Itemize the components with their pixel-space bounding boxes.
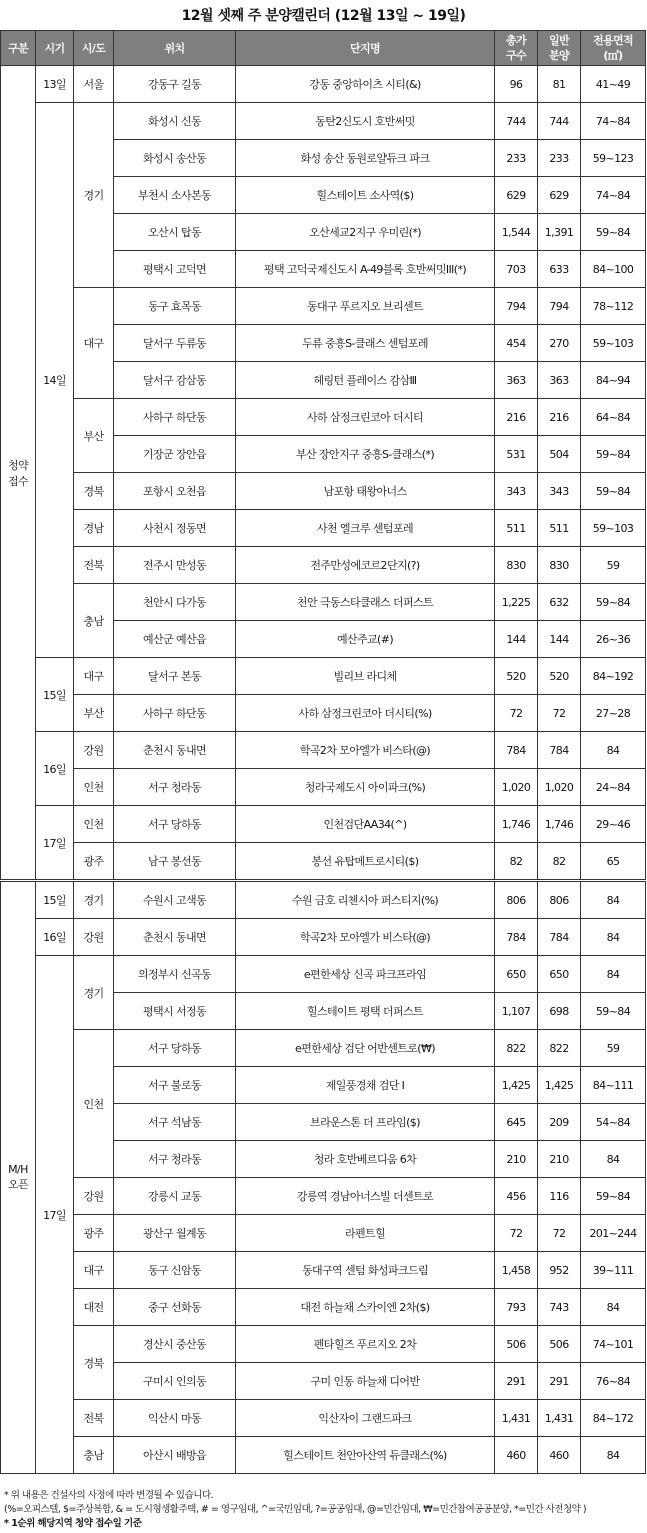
table-row [1,881,646,919]
total-units-cell: 650 [495,956,538,993]
location-cell: 강릉시 교동 [114,1178,236,1215]
total-units-cell: 520 [495,658,538,695]
location-cell: 사하구 하단동 [114,399,236,436]
total-units-cell: 531 [495,436,538,473]
complex-name-cell: 청라국제도시 아이파크(%) [236,769,495,806]
location-cell: 아산시 배방읍 [114,1437,236,1474]
total-units-cell: 784 [495,919,538,956]
location-cell: 사천시 정동면 [114,510,236,547]
table-row [1,956,646,993]
total-units-cell: 72 [495,695,538,732]
region-cell: 부산 [74,399,114,473]
table-row [1,1437,646,1474]
area-cell: 59~123 [581,140,646,177]
general-sale-cell: 650 [538,956,581,993]
location-cell: 익산시 마동 [114,1400,236,1437]
general-sale-cell: 743 [538,1289,581,1326]
section-label-line1: M/H [8,1163,28,1176]
footnote-basis: * 1순위 해당지역 청약 접수일 기준 [4,1518,142,1529]
complex-name-cell: 힐스테이트 소사역($) [236,177,495,214]
total-units-cell: 72 [495,1215,538,1252]
total-units-cell: 343 [495,473,538,510]
total-units-cell: 1,544 [495,214,538,251]
location-cell: 부천시 소사본동 [114,177,236,214]
complex-name-cell: 사하 삼정크린코아 더시티(%) [236,695,495,732]
location-cell: 오산시 탑동 [114,214,236,251]
general-sale-cell: 633 [538,251,581,288]
header-area-line2: (㎡) [603,49,623,62]
location-cell: 남구 봉선동 [114,843,236,881]
location-cell: 서구 불로동 [114,1067,236,1104]
area-cell: 59~103 [581,510,646,547]
total-units-cell: 806 [495,881,538,919]
area-cell: 78~112 [581,288,646,325]
table-row [1,584,646,621]
general-sale-cell: 72 [538,1215,581,1252]
general-sale-cell: 1,746 [538,806,581,843]
table-row [1,658,646,695]
general-sale-cell: 233 [538,140,581,177]
general-sale-cell: 144 [538,621,581,658]
area-cell: 41~49 [581,66,646,103]
region-cell: 경북 [74,1326,114,1400]
area-cell: 59~84 [581,473,646,510]
region-cell: 대구 [74,288,114,399]
complex-name-cell: e편한세상 신곡 파크프라임 [236,956,495,993]
area-cell: 84 [581,956,646,993]
date-cell: 16일 [36,732,74,806]
area-cell: 84 [581,1141,646,1178]
general-sale-cell: 784 [538,732,581,769]
date-cell: 17일 [36,806,74,881]
complex-name-cell: 강동 중앙하이츠 시티(&) [236,66,495,103]
header-region: 시/도 [74,31,114,66]
location-cell: 동구 신암동 [114,1252,236,1289]
date-cell: 15일 [36,881,74,919]
region-cell: 대구 [74,658,114,695]
total-units-cell: 1,746 [495,806,538,843]
general-sale-cell: 506 [538,1326,581,1363]
general-sale-cell: 216 [538,399,581,436]
region-cell: 인천 [74,806,114,843]
table-row [1,732,646,769]
general-sale-cell: 520 [538,658,581,695]
region-cell: 경북 [74,473,114,510]
total-units-cell: 744 [495,103,538,140]
area-cell: 84 [581,732,646,769]
area-cell: 59~84 [581,993,646,1030]
location-cell: 강동구 길동 [114,66,236,103]
sales-calendar-table [0,30,646,1474]
section-label [1,66,36,881]
general-sale-cell: 1,425 [538,1067,581,1104]
area-cell: 74~84 [581,103,646,140]
complex-name-cell: e편한세상 검단 어반센트로(₩) [236,1030,495,1067]
total-units-cell: 363 [495,362,538,399]
header-category: 구분 [1,31,36,66]
general-sale-cell: 744 [538,103,581,140]
date-cell: 15일 [36,658,74,732]
region-cell: 경기 [74,881,114,919]
total-units-cell: 830 [495,547,538,584]
total-units-cell: 233 [495,140,538,177]
table-row [1,806,646,843]
region-cell: 광주 [74,843,114,881]
general-sale-cell: 82 [538,843,581,881]
footnotes [4,1489,647,1531]
location-cell: 동구 효목동 [114,288,236,325]
region-cell: 강원 [74,919,114,956]
region-cell: 인천 [74,1030,114,1178]
location-cell: 화성시 송산동 [114,140,236,177]
region-cell: 전북 [74,1400,114,1437]
table-row [1,510,646,547]
location-cell: 서구 청라동 [114,1141,236,1178]
area-cell: 64~84 [581,399,646,436]
complex-name-cell: 청라 호반베르디움 6차 [236,1141,495,1178]
location-cell: 포항시 오천읍 [114,473,236,510]
area-cell: 84 [581,881,646,919]
date-cell: 14일 [36,103,74,658]
total-units-cell: 629 [495,177,538,214]
general-sale-cell: 460 [538,1437,581,1474]
location-cell: 천안시 다가동 [114,584,236,621]
general-sale-cell: 632 [538,584,581,621]
table-row [1,1400,646,1437]
complex-name-cell: 천안 극동스타클래스 더퍼스트 [236,584,495,621]
area-cell: 84 [581,1437,646,1474]
area-cell: 26~36 [581,621,646,658]
location-cell: 춘천시 동내면 [114,732,236,769]
location-cell: 사하구 하단동 [114,695,236,732]
total-units-cell: 1,107 [495,993,538,1030]
total-units-cell: 456 [495,1178,538,1215]
general-sale-cell: 81 [538,66,581,103]
general-sale-cell: 1,431 [538,1400,581,1437]
complex-name-cell: 평택 고덕국제신도시 A-49블록 호반써밋III(*) [236,251,495,288]
location-cell: 춘천시 동내면 [114,919,236,956]
total-units-cell: 822 [495,1030,538,1067]
header-area-line1: 전용면적 [592,34,634,47]
header-general-sale-line1: 일반 [548,34,570,47]
total-units-cell: 784 [495,732,538,769]
table-row [1,919,646,956]
table-row [1,66,646,103]
region-cell: 대구 [74,1252,114,1289]
footnote-change-notice: * 위 내용은 건설사의 사정에 따라 변경될 수 있습니다. [4,1490,214,1501]
section-label-line1: 청약 [7,458,29,472]
date-cell: 13일 [36,66,74,103]
general-sale-cell: 806 [538,881,581,919]
general-sale-cell: 210 [538,1141,581,1178]
area-cell: 84~100 [581,251,646,288]
location-cell: 구미시 인의동 [114,1363,236,1400]
area-cell: 84~111 [581,1067,646,1104]
region-cell: 강원 [74,732,114,769]
region-cell: 부산 [74,695,114,732]
total-units-cell: 82 [495,843,538,881]
table-row [1,473,646,510]
area-cell: 65 [581,843,646,881]
location-cell: 기장군 장안읍 [114,436,236,473]
complex-name-cell: 힐스테이트 평택 더퍼스트 [236,993,495,1030]
location-cell: 경산시 중산동 [114,1326,236,1363]
complex-name-cell: 예산주교(#) [236,621,495,658]
location-cell: 수원시 고색동 [114,881,236,919]
location-cell: 광산구 월계동 [114,1215,236,1252]
total-units-cell: 1,225 [495,584,538,621]
location-cell: 달서구 본동 [114,658,236,695]
region-cell: 인천 [74,769,114,806]
complex-name-cell: 봉선 유탑메트로시티($) [236,843,495,881]
region-cell: 강원 [74,1178,114,1215]
total-units-cell: 1,425 [495,1067,538,1104]
table-row [1,399,646,436]
header-total-units-line2: 구수 [505,49,527,62]
table-row [1,769,646,806]
area-cell: 84~94 [581,362,646,399]
page-title: 12월 셋째 주 분양캘린더 (12월 13일 ~ 19일) [181,8,466,24]
header-total-units-line1: 총가 [505,34,527,47]
total-units-cell: 703 [495,251,538,288]
general-sale-cell: 794 [538,288,581,325]
complex-name-cell: 제일풍경채 검단 Ⅰ [236,1067,495,1104]
table-row [1,103,646,140]
general-sale-cell: 363 [538,362,581,399]
general-sale-cell: 291 [538,1363,581,1400]
total-units-cell: 794 [495,288,538,325]
table-row [1,1252,646,1289]
region-cell: 충남 [74,1437,114,1474]
area-cell: 84 [581,919,646,956]
section-label [1,881,36,1474]
area-cell: 59~84 [581,1178,646,1215]
table-row [1,695,646,732]
complex-name-cell: 브라운스톤 더 프라임($) [236,1104,495,1141]
region-cell: 경기 [74,103,114,288]
area-cell: 59 [581,1030,646,1067]
area-cell: 59~84 [581,436,646,473]
complex-name-cell: 대전 하늘채 스카이엔 2차($) [236,1289,495,1326]
total-units-cell: 291 [495,1363,538,1400]
table-row [1,1326,646,1363]
general-sale-cell: 209 [538,1104,581,1141]
complex-name-cell: 학곡2차 모아엘가 비스타(@) [236,919,495,956]
location-cell: 의정부시 신곡동 [114,956,236,993]
location-cell: 서구 청라동 [114,769,236,806]
general-sale-cell: 830 [538,547,581,584]
total-units-cell: 460 [495,1437,538,1474]
total-units-cell: 96 [495,66,538,103]
complex-name-cell: 헤링턴 플레이스 감삼Ⅲ [236,362,495,399]
location-cell: 평택시 서정동 [114,993,236,1030]
table-header-row [1,31,646,66]
location-cell: 중구 선화동 [114,1289,236,1326]
general-sale-cell: 343 [538,473,581,510]
complex-name-cell: 구미 인동 하늘채 디어반 [236,1363,495,1400]
total-units-cell: 1,020 [495,769,538,806]
table-body [1,66,646,1474]
general-sale-cell: 784 [538,919,581,956]
total-units-cell: 1,431 [495,1400,538,1437]
complex-name-cell: 동대구역 센텀 화성파크드림 [236,1252,495,1289]
complex-name-cell: 남포항 태왕아너스 [236,473,495,510]
complex-name-cell: 사천 엘크루 센텀포레 [236,510,495,547]
general-sale-cell: 504 [538,436,581,473]
location-cell: 달서구 두류동 [114,325,236,362]
table-row [1,843,646,881]
total-units-cell: 1,458 [495,1252,538,1289]
header-location: 위치 [114,31,236,66]
table-row [1,1178,646,1215]
complex-name-cell: 전주만성에코르2단지(?) [236,547,495,584]
total-units-cell: 511 [495,510,538,547]
region-cell: 경남 [74,510,114,547]
region-cell: 전북 [74,547,114,584]
general-sale-cell: 952 [538,1252,581,1289]
area-cell: 29~46 [581,806,646,843]
table-row [1,288,646,325]
general-sale-cell: 1,020 [538,769,581,806]
area-cell: 59~84 [581,584,646,621]
location-cell: 서구 당하동 [114,806,236,843]
location-cell: 화성시 신동 [114,103,236,140]
total-units-cell: 645 [495,1104,538,1141]
complex-name-cell: 화성 송산 동원로얄듀크 파크 [236,140,495,177]
region-cell: 광주 [74,1215,114,1252]
header-general-sale-line2: 분양 [548,49,570,62]
footnote-legend: (%=오피스텔, $=주상복합, & = 도시형생활주택, # = 영구임대, ^=국민임대, ?=공공임대, @=민간임대, ₩=민간참여공공분양, *=민간 사전청약 ) [4,1504,587,1515]
header-general-sale [538,31,581,66]
area-cell: 74~84 [581,177,646,214]
header-total-units [495,31,538,66]
general-sale-cell: 270 [538,325,581,362]
complex-name-cell: 펜타힐즈 푸르지오 2차 [236,1326,495,1363]
area-cell: 84~192 [581,658,646,695]
section-label-line2: 오픈 [7,1178,29,1191]
complex-name-cell: 부산 장안지구 중흥S-클래스(*) [236,436,495,473]
total-units-cell: 793 [495,1289,538,1326]
header-area [581,31,646,66]
date-cell: 16일 [36,919,74,956]
total-units-cell: 210 [495,1141,538,1178]
area-cell: 84 [581,1289,646,1326]
area-cell: 27~28 [581,695,646,732]
general-sale-cell: 511 [538,510,581,547]
general-sale-cell: 116 [538,1178,581,1215]
region-cell: 대전 [74,1289,114,1326]
location-cell: 서구 석남동 [114,1104,236,1141]
location-cell: 전주시 만성동 [114,547,236,584]
section-label-line2: 접수 [7,474,29,488]
complex-name-cell: 힐스테이트 천안아산역 듀클래스(%) [236,1437,495,1474]
area-cell: 24~84 [581,769,646,806]
total-units-cell: 506 [495,1326,538,1363]
header-complex: 단지명 [236,31,495,66]
area-cell: 59~84 [581,214,646,251]
region-cell: 충남 [74,584,114,658]
region-cell: 서울 [74,66,114,103]
complex-name-cell: 빌리브 라디체 [236,658,495,695]
area-cell: 84~172 [581,1400,646,1437]
table-row [1,547,646,584]
general-sale-cell: 629 [538,177,581,214]
area-cell: 39~111 [581,1252,646,1289]
date-cell: 17일 [36,956,74,1474]
header-date: 시기 [36,31,74,66]
complex-name-cell: 수원 금호 리첸시아 퍼스티지(%) [236,881,495,919]
total-units-cell: 216 [495,399,538,436]
table-row [1,1215,646,1252]
region-cell: 경기 [74,956,114,1030]
area-cell: 201~244 [581,1215,646,1252]
area-cell: 76~84 [581,1363,646,1400]
area-cell: 59~103 [581,325,646,362]
total-units-cell: 454 [495,325,538,362]
table-row [1,1030,646,1067]
general-sale-cell: 698 [538,993,581,1030]
area-cell: 59 [581,547,646,584]
complex-name-cell: 동대구 푸르지오 브리센트 [236,288,495,325]
complex-name-cell: 강릉역 경남아너스빌 더센트로 [236,1178,495,1215]
area-cell: 74~101 [581,1326,646,1363]
general-sale-cell: 72 [538,695,581,732]
complex-name-cell: 학곡2차 모아엘가 비스타(@) [236,732,495,769]
complex-name-cell: 라펜트힐 [236,1215,495,1252]
general-sale-cell: 1,391 [538,214,581,251]
complex-name-cell: 사하 삼정크린코아 더시티 [236,399,495,436]
general-sale-cell: 822 [538,1030,581,1067]
location-cell: 예산군 예산읍 [114,621,236,658]
complex-name-cell: 두류 중흥S-클래스 센텀포레 [236,325,495,362]
complex-name-cell: 익산자이 그랜드파크 [236,1400,495,1437]
area-cell: 54~84 [581,1104,646,1141]
location-cell: 달서구 감삼동 [114,362,236,399]
total-units-cell: 144 [495,621,538,658]
complex-name-cell: 동탄2신도시 호반써밋 [236,103,495,140]
complex-name-cell: 인천검단AA34(^) [236,806,495,843]
location-cell: 평택시 고덕면 [114,251,236,288]
table-row [1,1289,646,1326]
location-cell: 서구 당하동 [114,1030,236,1067]
complex-name-cell: 오산세교2지구 우미린(*) [236,214,495,251]
